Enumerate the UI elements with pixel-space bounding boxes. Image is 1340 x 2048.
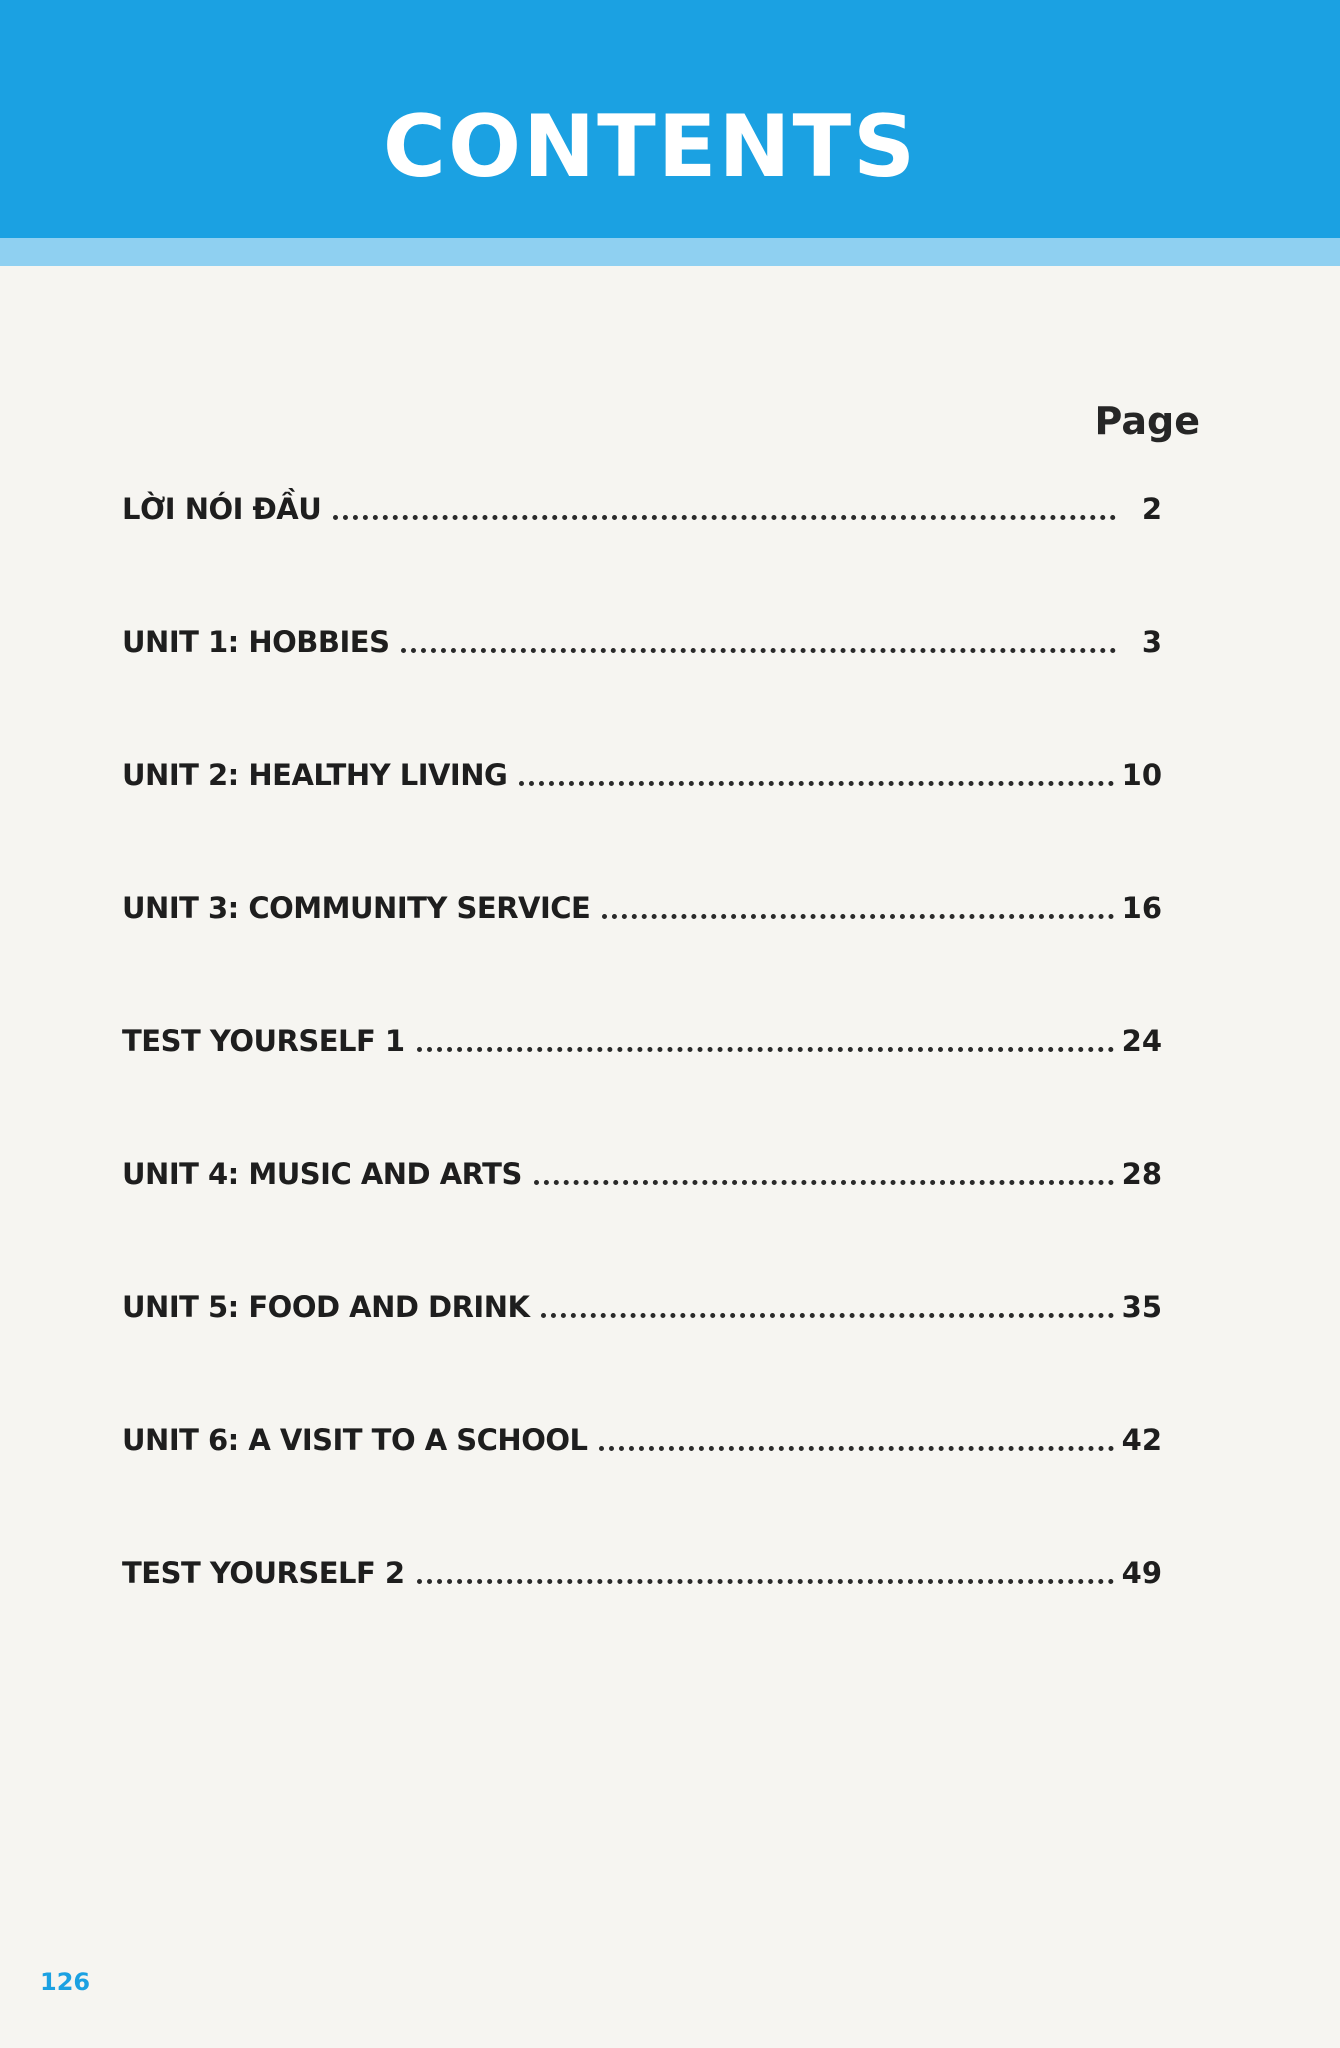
toc-entry-title: TEST YOURSELF 1 [122, 1024, 405, 1058]
toc-entry-page: 10 [1121, 758, 1162, 792]
toc-entry[interactable] [122, 1137, 1162, 1189]
toc-entry-title: UNIT 3: COMMUNITY SERVICE [122, 891, 591, 925]
toc-entry-page: 49 [1121, 1556, 1162, 1590]
toc-entry-title: LỜI NÓI ĐẦU [122, 492, 322, 526]
toc-entry-title: UNIT 4: MUSIC AND ARTS [122, 1157, 522, 1191]
header-stripe [0, 238, 1340, 266]
dot-leader [417, 1047, 1114, 1052]
toc-entry-title: UNIT 2: HEALTHY LIVING [122, 758, 508, 792]
toc-entry[interactable] [122, 472, 1162, 524]
toc-entry[interactable] [122, 1004, 1162, 1056]
page-column-label: Page [1094, 399, 1200, 443]
toc-entry-page: 24 [1121, 1024, 1162, 1058]
dot-leader [599, 1446, 1113, 1451]
dot-leader [519, 781, 1113, 786]
toc-entry[interactable] [122, 1403, 1162, 1455]
dot-leader [333, 515, 1116, 520]
page-number: 126 [40, 1968, 91, 1996]
dot-leader [417, 1579, 1114, 1584]
toc-entry-page: 35 [1121, 1290, 1162, 1324]
toc-entry-title: TEST YOURSELF 2 [122, 1556, 405, 1590]
toc-entry-title: UNIT 5: FOOD AND DRINK [122, 1290, 530, 1324]
dot-leader [602, 914, 1113, 919]
toc-entry[interactable] [122, 1270, 1162, 1322]
toc-entry[interactable] [122, 738, 1162, 790]
dot-leader [541, 1313, 1113, 1318]
toc-entry-page: 42 [1121, 1423, 1162, 1457]
dot-leader [534, 1180, 1114, 1185]
toc-entry[interactable] [122, 605, 1162, 657]
toc-entry-title: UNIT 1: HOBBIES [122, 625, 390, 659]
toc-entry-page: 2 [1141, 492, 1162, 526]
page-title: CONTENTS [382, 97, 918, 197]
toc-entry[interactable] [122, 1536, 1162, 1588]
toc-entry-page: 3 [1141, 625, 1162, 659]
toc-entry-page: 28 [1121, 1157, 1162, 1191]
toc-entry[interactable] [122, 871, 1162, 923]
toc-entry-page: 16 [1121, 891, 1162, 925]
toc-entry-title: UNIT 6: A VISIT TO A SCHOOL [122, 1423, 588, 1457]
dot-leader [401, 648, 1116, 653]
